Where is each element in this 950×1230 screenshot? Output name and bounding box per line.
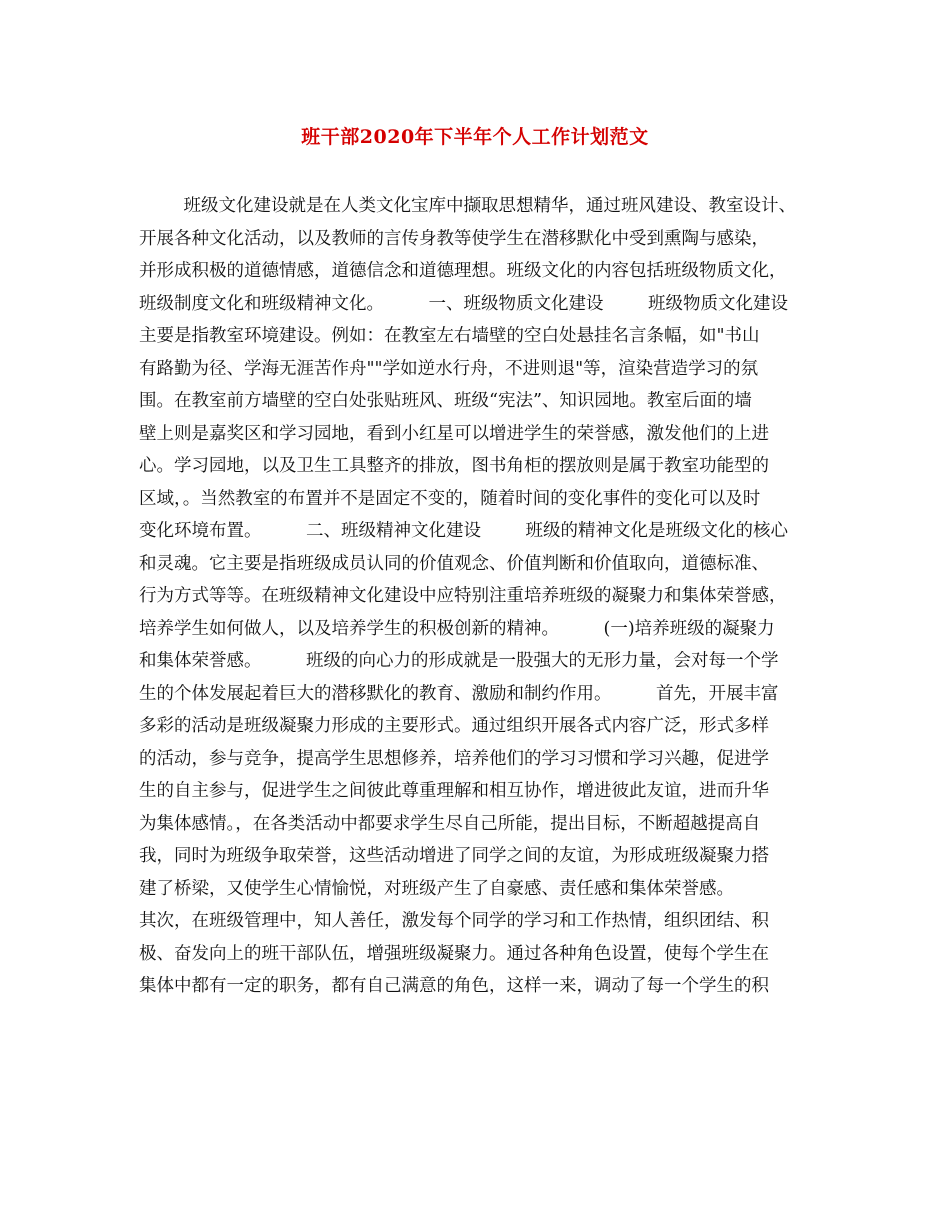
body-text-line: 为集体感情。，在各类活动中都要求学生尽自己所能，提出目标，不断超越提高自 xyxy=(139,813,761,834)
body-text-line: 我，同时为班级争取荣誉，这些活动增进了同学之间的友谊，为形成班级凝聚力搭 xyxy=(139,846,769,866)
document-body xyxy=(139,190,839,1003)
body-text-line: 壁上则是嘉奖区和学习园地，看到小红星可以增进学生的荣誉感，激发他们的上进 xyxy=(139,423,769,444)
body-text-line: 并形成积极的道德情感，道德信念和道德理想。班级文化的内容包括班级物质文化， xyxy=(139,261,787,281)
body-text-line: 班级文化建设就是在人类文化宝库中撷取思想精华，通过班风建设、教室设计、 xyxy=(139,196,796,216)
body-text-line: 行为方式等等。在班级精神文化建设中应特别注重培养班级的凝聚力和集体荣誉感， xyxy=(139,586,787,606)
body-text-line: 的活动，参与竞争，提高学生思想修养，培养他们的学习习惯和学习兴趣，促进学 xyxy=(139,748,769,769)
body-text-line: 极、奋发向上的班干部队伍，增强班级凝聚力。通过各种角色设置，使每个学生在 xyxy=(139,943,769,964)
body-text-line: 培养学生如何做人，以及培养学生的积极创新的精神。 (一)培养班级的凝聚力 xyxy=(139,618,775,639)
body-text-line: 班级制度文化和班级精神文化。 一、班级物质文化建设 班级物质文化建设 xyxy=(139,293,789,314)
body-text-line: 区域，。当然教室的布置并不是固定不变的，随着时间的变化事件的变化可以及时 xyxy=(139,488,761,509)
body-text-line: 心。学习园地，以及卫生工具整齐的排放，图书角柜的摆放则是属于教室功能型的 xyxy=(139,456,769,476)
body-text-line: 集体中都有一定的职务，都有自己满意的角色，这样一来，调动了每一个学生的积 xyxy=(139,976,769,996)
body-text-line: 开展各种文化活动，以及教师的言传身教等使学生在潜移默化中受到熏陶与感染， xyxy=(139,228,769,249)
body-text-line: 有路勤为径、学海无涯苦作舟""学如逆水行舟，不进则退"等，渲染营造学习的氛 xyxy=(139,358,759,379)
body-text-line: 主要是指教室环境建设。例如：在教室左右墙壁的空白处悬挂名言条幅，如"书山 xyxy=(139,326,760,346)
body-text-line: 其次，在班级管理中，知人善任，激发每个同学的学习和工作热情，组织团结、积 xyxy=(139,911,769,931)
body-text-line: 多彩的活动是班级凝聚力形成的主要形式。通过组织开展各式内容广泛，形式多样 xyxy=(139,716,769,736)
body-text-line: 变化环境布置。 二、班级精神文化建设 班级的精神文化是班级文化的核心 xyxy=(139,521,789,541)
body-text-line: 建了桥梁，又使学生心情愉悦，对班级产生了自豪感、责任感和集体荣誉感。 xyxy=(139,878,734,899)
body-text-line: 围。在教室前方墙壁的空白处张贴班风、班级“宪法”、知识园地。教室后面的墙 xyxy=(139,391,752,411)
document-title: 班干部2020年下半年个人工作计划范文 xyxy=(301,126,649,148)
body-text-line: 和集体荣誉感。 班级的向心力的形成就是一股强大的无形力量，会对每一个学 xyxy=(139,651,779,671)
body-text-line: 生的个体发展起着巨大的潜移默化的教育、激励和制约作用。 首先，开展丰富 xyxy=(139,683,779,704)
body-text-line: 和灵魂。它主要是指班级成员认同的价值观念、价值判断和价值取向，道德标准、 xyxy=(139,553,769,574)
body-text-line: 生的自主参与，促进学生之间彼此尊重理解和相互协作，增进彼此友谊，进而升华 xyxy=(139,781,769,801)
